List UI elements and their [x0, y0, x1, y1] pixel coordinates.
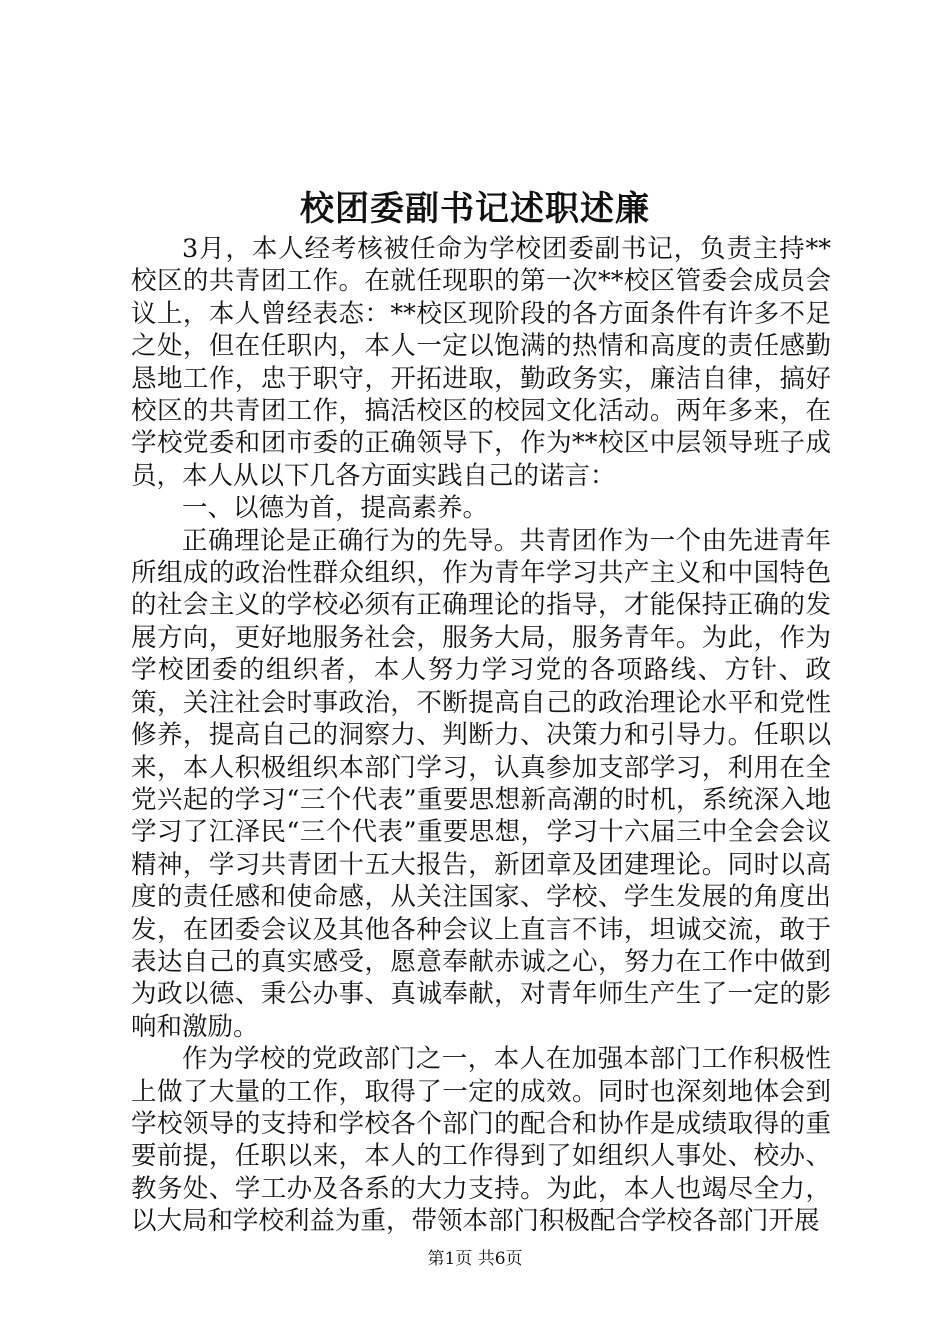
section-heading: 一、以德为首，提高素养。 — [182, 493, 489, 524]
paragraph-cooperation: 作为学校的党政部门之一，本人在加强本部门工作积极性上做了大量的工作，取得了一定的成效。同时也深刻地体会到学校领导的支持和学校各个部门的配合和协作是成绩取得的重要前提，任职以来，本人的工作得到了如组织人事处、校办、教务处、学工办及各系的大力支持。为此，本人也竭尽全力，以大局和学校利益为重，带领本部门积极配合学校各部门开展 — [131, 1044, 831, 1237]
paragraph-intro: 3月，本人经考核被任命为学校团委副书记，负责主持**校区的共青团工作。在就任现职的第一次**校区管委会成员会议上，本人曾经表态：**校区现阶段的各方面条件有许多不足之处，但在任职内，本人一定以饱满的热情和高度的责任感勤恳地工作，忠于职守，开拓进取，勤政务实，廉洁自律，搞好校区的共青团工作，搞活校区的校园文化活动。两年多来，在学校党委和团市委的正确领导下，作为**校区中层领导班子成员，本人从以下几各方面实践自己的诺言： — [131, 234, 831, 491]
paragraph-theory: 正确理论是正确行为的先导。共青团作为一个由先进青年所组成的政治性群众组织，作为青年学习共产主义和中国特色的社会主义的学校必须有正确理论的指导，才能保持正确的发展方向，更好地服务社会，服务大局，服务青年。为此，作为学校团委的组织者，本人努力学习党的各项路线、方针、政策，关注社会时事政治，不断提高自己的政治理论水平和党性修养，提高自己的洞察力、判断力、决策力和引导力。任职以来，本人积极组织本部门学习，认真参加支部学习，利用在全党兴起的学习“三个代表”重要思想新高潮的时机，系统深入地学习了江泽民“三个代表”重要思想，学习十六届三中全会会议精神，学习共青团十五大报告，新团章及团建理论。同时以高度的责任感和使命感，从关注国家、学校、学生发展的角度出发，在团委会议及其他各种会议上直言不讳，坦诚交流，敢于表达自己的真实感受，愿意奉献赤诚之心，努力在工作中做到为政以德、秉公办事、真诚奉献，对青年师生产生了一定的影响和激励。 — [131, 525, 831, 1042]
document-title: 校团委副书记述职述廉 — [300, 189, 650, 229]
document-body — [131, 233, 831, 1238]
page-footer: 第1页 共6页 — [427, 1249, 523, 1269]
